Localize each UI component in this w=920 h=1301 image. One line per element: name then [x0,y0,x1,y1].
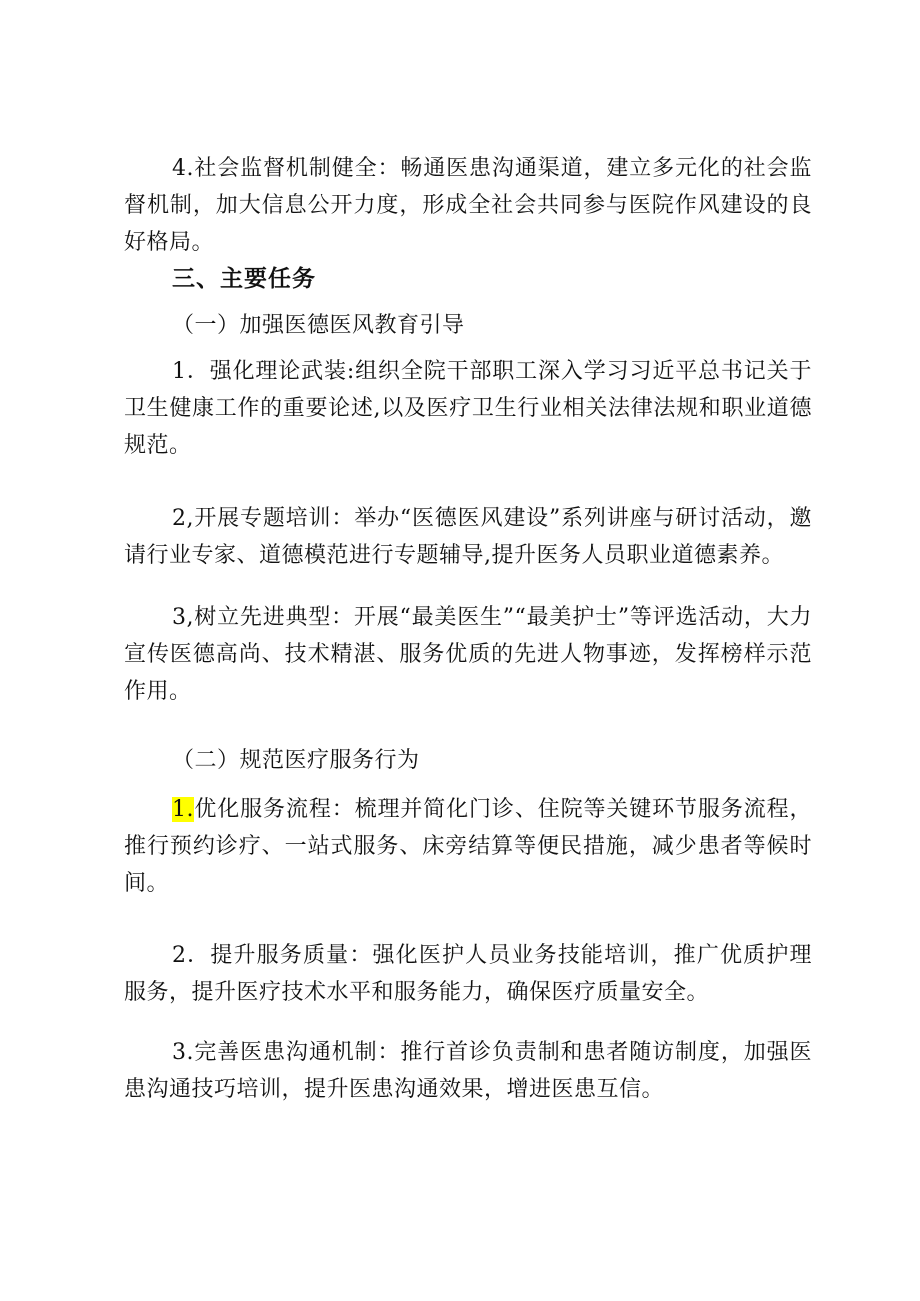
paragraph-special-training: 2,开展专题培训：举办“医德医风建设”系列讲座与研讨活动，邀请行业专家、道德模范进行专题辅导,提升医务人员职业道德素养。 [124,506,812,568]
paragraph-service-quality: 2．提升服务质量：强化医护人员业务技能培训，推广优质护理服务，提升医疗技术水平和服务能力，确保医疗质量安全。 [124,943,812,1005]
highlighted-item-number: 1. [172,797,194,822]
subsection-title-service-conduct: （二）规范医疗服务行为 [172,748,420,773]
paragraph-optimize-process [124,791,812,902]
paragraph-theory-study: 1．强化理论武装:组织全院干部职工深入学习习近平总书记关于卫生健康工作的重要论述,以及医疗卫生行业相关法律法规和职业道德规范。 [124,359,812,458]
section-title-main-tasks: 三、主要任务 [172,266,316,292]
paragraph-role-models: 3,树立先进典型：开展“最美医生”“最美护士”等评选活动，大力宣传医德高尚、技术精湛、服务优质的先进人物事迹，发挥榜样示范作用。 [124,605,812,704]
paragraph-supervision-mechanism: 4.社会监督机制健全：畅通医患沟通渠道，建立多元化的社会监督机制，加大信息公开力度，形成全社会共同参与医院作风建设的良好格局。 [124,156,812,255]
paragraph-optimize-process-text: 优化服务流程：梳理并简化门诊、住院等关键环节服务流程，推行预约诊疗、一站式服务、床旁结算等便民措施，减少患者等候时间。 [124,797,812,896]
subsection-title-ethics-education: （一）加强医德医风教育引导 [172,313,465,338]
paragraph-communication-mechanism: 3.完善医患沟通机制：推行首诊负责制和患者随访制度，加强医患沟通技巧培训，提升医患沟通效果，增进医患互信。 [124,1040,812,1102]
